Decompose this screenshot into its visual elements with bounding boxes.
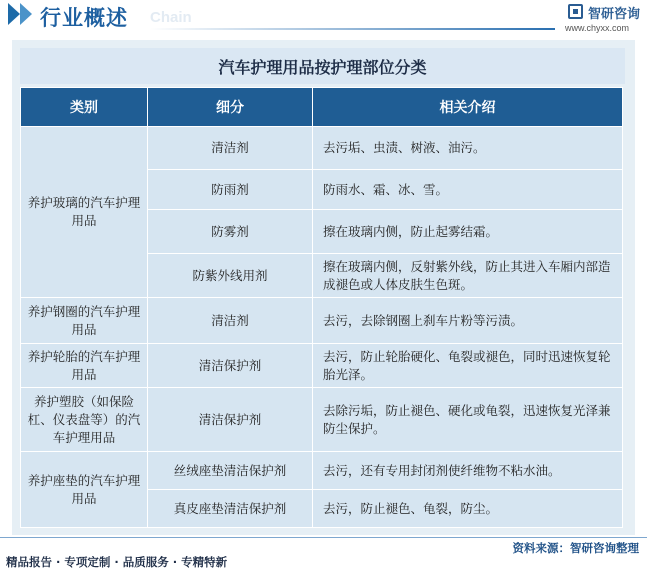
brand-name: 智研咨询 — [588, 7, 641, 22]
footer-divider — [0, 537, 647, 538]
category-cell: 养护塑胶（如保险杠、仪表盘等）的汽车护理用品 — [21, 388, 148, 452]
subcategory-cell: 防雾剂 — [148, 210, 313, 254]
subcategory-cell: 真皮座垫清洁保护剂 — [148, 490, 313, 528]
description-cell: 去污，防止褪色、龟裂，防尘。 — [313, 490, 623, 528]
subcategory-cell: 防雨剂 — [148, 170, 313, 210]
table-header-row — [21, 88, 623, 127]
section-title: 行业概述 — [40, 6, 128, 30]
subcategory-cell: 丝绒座垫清洁保护剂 — [148, 452, 313, 490]
chevron-icon — [8, 3, 20, 25]
description-cell: 去污，防止轮胎硬化、龟裂或褪色，同时迅速恢复轮胎光泽。 — [313, 344, 623, 388]
category-cell: 养护玻璃的汽车护理用品 — [21, 127, 148, 298]
description-cell: 去污，去除钢圈上刹车片粉等污渍。 — [313, 298, 623, 344]
description-cell: 防雨水、霜、冰、雪。 — [313, 170, 623, 210]
table-row — [21, 298, 623, 344]
table-row — [21, 452, 623, 490]
classification-table — [20, 87, 623, 528]
brand-site: www.chyxx.com — [565, 23, 630, 33]
subcategory-cell: 清洁保护剂 — [148, 388, 313, 452]
header-divider — [150, 28, 555, 30]
category-cell: 养护座垫的汽车护理用品 — [21, 452, 148, 528]
table-row — [21, 127, 623, 170]
section-header — [0, 0, 647, 34]
footer-slogan: 精品报告 · 专项定制 · 品质服务 · 专精特新 — [6, 555, 228, 569]
column-header: 细分 — [148, 88, 313, 127]
description-cell: 去除污垢，防止褪色、硬化或龟裂，迅速恢复光泽兼防尘保护。 — [313, 388, 623, 452]
column-header: 相关介绍 — [313, 88, 623, 127]
description-cell: 去污，还有专用封闭剂使纤维物不粘水油。 — [313, 452, 623, 490]
description-cell: 去污垢、虫渍、树液、油污。 — [313, 127, 623, 170]
section-subtitle: Chain — [150, 9, 192, 26]
subcategory-cell: 清洁剂 — [148, 298, 313, 344]
column-header: 类别 — [21, 88, 148, 127]
subcategory-cell: 清洁保护剂 — [148, 344, 313, 388]
description-cell: 擦在玻璃内侧，防止起雾结霜。 — [313, 210, 623, 254]
subcategory-cell: 防紫外线用剂 — [148, 254, 313, 298]
source-note: 资料来源：智研咨询整理 — [512, 541, 639, 555]
description-cell: 擦在玻璃内侧，反射紫外线，防止其进入车厢内部造成褪色或人体皮肤生色斑。 — [313, 254, 623, 298]
table-row — [21, 344, 623, 388]
chevron-icon — [20, 3, 32, 25]
table-title: 汽车护理用品按护理部位分类 — [20, 48, 625, 84]
brand-logo-icon — [568, 4, 583, 19]
table-row — [21, 388, 623, 452]
category-cell: 养护钢圈的汽车护理用品 — [21, 298, 148, 344]
category-cell: 养护轮胎的汽车护理用品 — [21, 344, 148, 388]
subcategory-cell: 清洁剂 — [148, 127, 313, 170]
